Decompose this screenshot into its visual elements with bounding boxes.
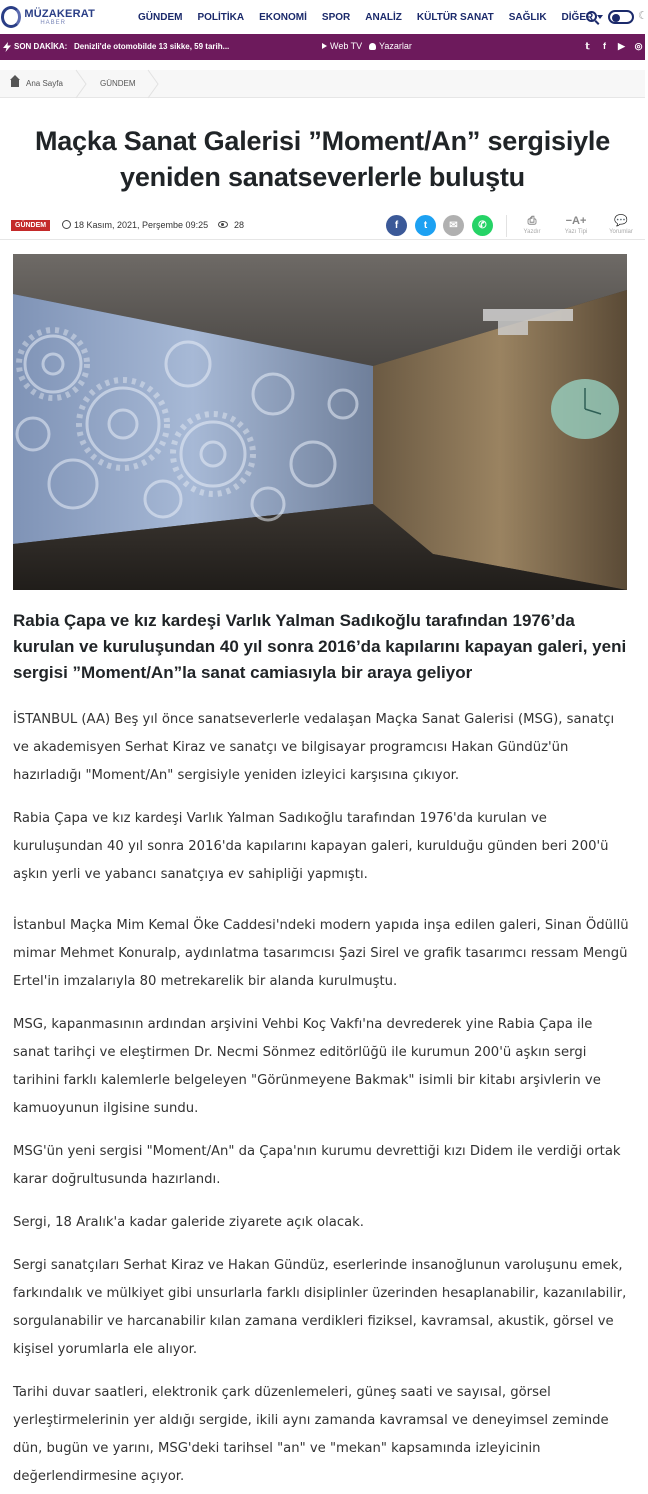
top-navbar bbox=[0, 0, 648, 34]
breadcrumb-category[interactable]: GÜNDEM bbox=[100, 79, 136, 88]
breadcrumb bbox=[0, 70, 645, 98]
facebook-share-button[interactable]: f bbox=[386, 215, 407, 236]
divider bbox=[506, 215, 507, 237]
article-paragraph: MSG'ün yeni sergisi "Moment/An" da Çapa'nın kurumu devrettiği kızı Didem ile verdiği ortak karar doğrultusunda hazırlandı. bbox=[13, 1144, 621, 1187]
nav-item-spor[interactable]: SPOR bbox=[321, 11, 351, 23]
breadcrumb-separator-icon bbox=[74, 70, 88, 98]
social-links bbox=[583, 41, 643, 52]
site-logo[interactable] bbox=[0, 3, 95, 31]
dark-mode-toggle[interactable] bbox=[608, 10, 634, 24]
print-icon: ⎙ bbox=[527, 215, 537, 227]
breaking-headline[interactable]: Denizli'de otomobilde 13 sikke, 59 tarih... bbox=[74, 42, 230, 51]
font-size-button[interactable] bbox=[561, 213, 591, 235]
email-share-button[interactable]: ✉ bbox=[443, 215, 464, 236]
moon-icon: ☾ bbox=[638, 10, 648, 22]
print-button[interactable] bbox=[517, 213, 547, 235]
chevron-down-icon bbox=[597, 15, 603, 19]
logo-subtitle: HABER bbox=[40, 19, 67, 26]
nav-item-analiz[interactable]: ANALİZ bbox=[365, 11, 402, 23]
twitter-icon[interactable]: 𝕥 bbox=[585, 41, 590, 51]
user-icon bbox=[369, 43, 376, 50]
font-size-icon: −A+ bbox=[565, 215, 587, 227]
article-paragraph: Sergi sanatçıları Serhat Kiraz ve Hakan Gündüz, eserlerinde insanoğlunun varoluşunu emek, farkındalık ve mülkiyet gibi unsurlarla farklı disiplinler üzerinden hesaplanabilir, kazanılabilir, sorgulanabilir ve harcanabilir kılan zamana verdikleri fiziksel, kavramsal, akustik, görsel ve kişisel yorumlarla ele alıyor. bbox=[13, 1258, 627, 1357]
article-title: Maçka Sanat Galerisi ”Moment/An” sergisiyle yeniden sanatseverlerle buluştu bbox=[34, 126, 611, 192]
breaking-label: SON DAKİKA: bbox=[14, 42, 68, 51]
breadcrumb-home[interactable]: Ana Sayfa bbox=[26, 79, 63, 88]
article-meta bbox=[0, 210, 645, 240]
comments-icon: 💬 bbox=[614, 215, 628, 227]
twitter-share-button[interactable]: t bbox=[415, 215, 436, 236]
main-nav bbox=[138, 0, 618, 34]
nav-more-label: DİĞER bbox=[561, 11, 594, 23]
article-paragraph: İSTANBUL (AA) Beş yıl önce sanatseverlerle vedalaşan Maçka Sanat Galerisi (MSG), sanatçı ve akademisyen Serhat Kiraz ve sanatçı ve bilgisayar programcısı Hakan Gündüz'ün hazırladığı "Moment/An" sergisiyle yeniden izleyici karşısına çıkıyor. bbox=[13, 712, 615, 783]
nav-item-gundem[interactable]: GÜNDEM bbox=[138, 11, 183, 23]
logo-title: MÜZAKERAT bbox=[24, 7, 95, 20]
breadcrumb-separator-icon bbox=[146, 70, 160, 98]
view-count: 28 bbox=[234, 220, 245, 230]
comments-label: Yorumlar bbox=[609, 229, 633, 235]
home-icon bbox=[11, 80, 19, 87]
article-date: 18 Kasım, 2021, Perşembe 09:25 bbox=[74, 220, 209, 230]
clock-icon bbox=[62, 220, 71, 229]
facebook-icon[interactable]: f bbox=[603, 41, 606, 51]
yazarlar-label: Yazarlar bbox=[379, 41, 412, 51]
article-paragraph: Tarihi duvar saatleri, elektronik çark düzenlemeleri, güneş saati ve sayısal, görsel yerleştirmelerinin yer aldığı sergide, ikili aynı zamanda kavramsal ve deneyimsel zeminde dün, bugün ve yarını, MSG'deki tarihsel "an" ve "mekan" kapsamında izleyicinin değerlendirmesine açıyor. bbox=[13, 1385, 609, 1484]
article-hero-image bbox=[13, 254, 627, 590]
nav-item-politika[interactable]: POLİTİKA bbox=[197, 11, 245, 23]
logo-mark-icon bbox=[1, 6, 21, 28]
whatsapp-share-button[interactable]: ✆ bbox=[472, 215, 493, 236]
search-icon[interactable] bbox=[586, 11, 597, 22]
webtv-link[interactable] bbox=[322, 41, 362, 51]
eye-icon bbox=[218, 221, 228, 228]
bolt-icon bbox=[3, 42, 11, 52]
nav-item-saglik[interactable]: SAĞLIK bbox=[508, 11, 547, 23]
play-icon bbox=[322, 43, 327, 49]
article-paragraph: MSG, kapanmasının ardından arşivini Vehbi Koç Vakfı'na devrederek yine Rabia Çapa ile sanat tarihçi ve eleştirmen Dr. Necmi Sönmez editörlüğü ile kurumun 200'ü aşkın sergi tarihini farklı kalemlerle belgeleyen "Görünmeyene Bakmak" isimli bir kitabı arşivlerin ve kamuoyunun ilgisine sundu. bbox=[13, 1017, 601, 1116]
nav-item-ekonomi[interactable]: EKONOMİ bbox=[259, 11, 307, 23]
yazarlar-link[interactable] bbox=[369, 41, 412, 51]
nav-item-kultur-sanat[interactable]: KÜLTÜR SANAT bbox=[416, 11, 494, 23]
youtube-icon[interactable]: ▶ bbox=[618, 41, 625, 51]
comments-button[interactable] bbox=[606, 213, 636, 235]
article-paragraph: Sergi, 18 Aralık'a kadar galeride ziyarete açık olacak. bbox=[13, 1215, 364, 1230]
webtv-label: Web TV bbox=[330, 41, 363, 51]
font-size-label: Yazı Tipi bbox=[564, 229, 588, 235]
category-badge[interactable]: GÜNDEM bbox=[11, 220, 50, 231]
article-paragraph: İstanbul Maçka Mim Kemal Öke Caddesi'ndeki modern yapıda inşa edilen galeri, Sinan Ödüllü mimar Mehmet Konuralp, aydınlatma tasarımcısı Şazi Sirel ve grafik tasarımcı ressam Mengü Ertel'in imzalarıyla 80 metrekarelik bir alanda kurulmuştu. bbox=[13, 918, 629, 989]
article-lead: Rabia Çapa ve kız kardeşi Varlık Yalman Sadıkoğlu tarafından 1976’da kurulan ve kuruluşundan 40 yıl sonra 2016’da kapılarını kapayan galeri, yeni sergisi ”Moment/An”la sanat camiasıyla bir araya geliyor bbox=[13, 611, 627, 682]
breaking-news-bar bbox=[0, 34, 645, 60]
print-label: Yazdır bbox=[523, 229, 541, 235]
instagram-icon[interactable]: ◎ bbox=[634, 41, 643, 51]
article-paragraph: Rabia Çapa ve kız kardeşi Varlık Yalman Sadıkoğlu tarafından 1976'da kurulan ve kuruluşundan 40 yıl sonra 2016'da kapılarını kapayan galeri, kurulduğu günden beri 200'ü aşkın yerli ve yabancı sanatçıya ev sahipliği yapmıştı. bbox=[13, 811, 609, 882]
